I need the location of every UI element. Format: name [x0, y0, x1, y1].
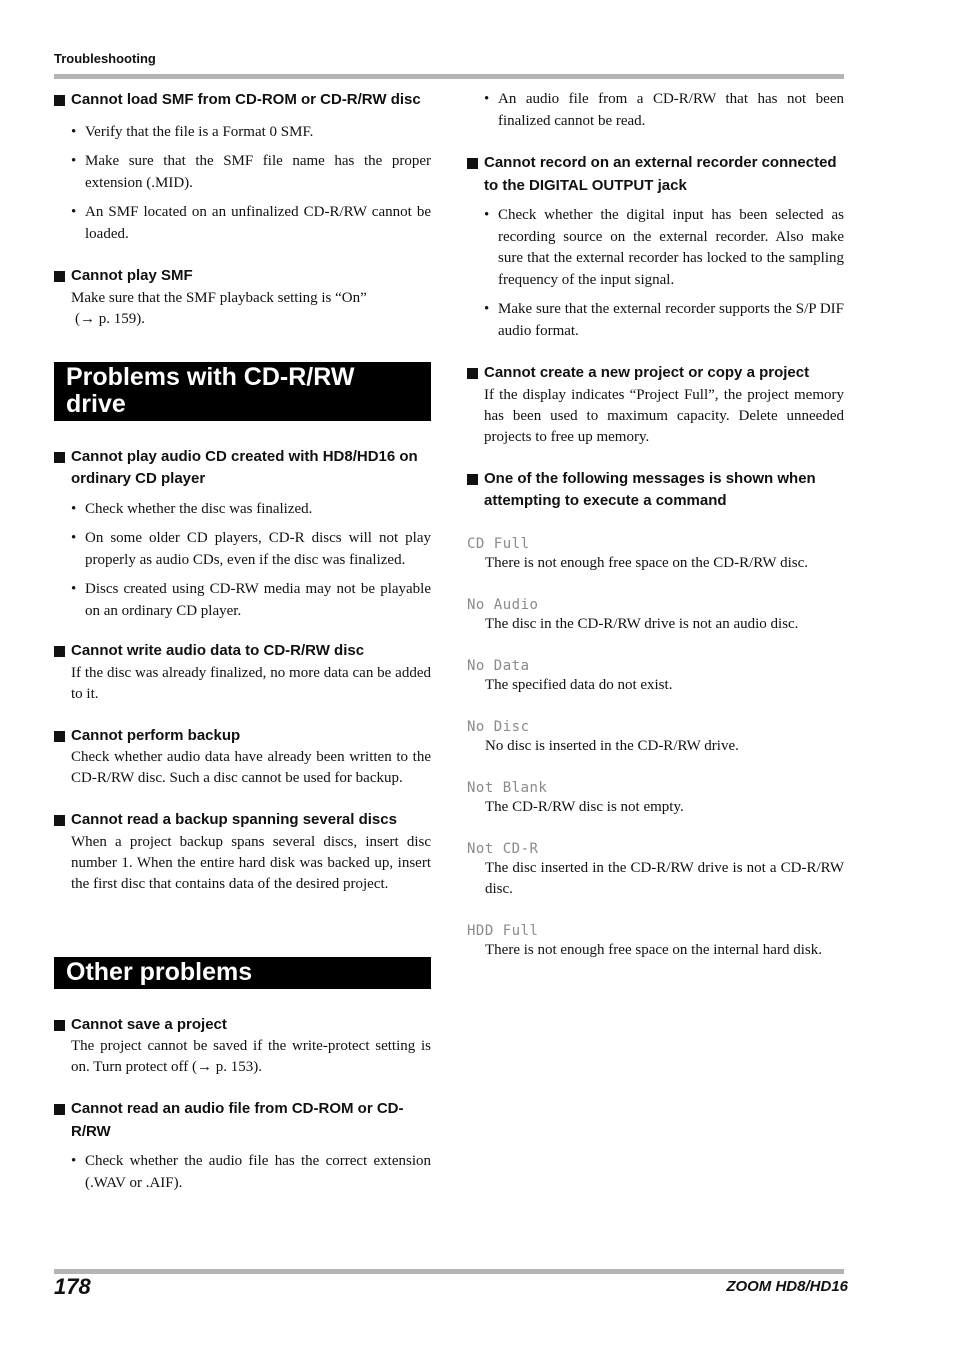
read-audio-list-cont: [467, 89, 844, 132]
square-bullet-icon: [54, 815, 65, 826]
read-audio-heading: Cannot read an audio file from CD-ROM or CD-R/RW: [54, 1098, 431, 1143]
message-description: There is not enough free space on the internal hard disk.: [485, 941, 822, 958]
backup-heading: Cannot perform backup: [54, 725, 431, 748]
write-audio-heading: Cannot write audio data to CD-R/RW disc: [54, 640, 431, 663]
product-name: ZOOM HD8/HD16: [726, 1278, 848, 1295]
square-bullet-icon: [54, 1020, 65, 1031]
read-audio-list: [54, 1151, 431, 1194]
external-recorder-list: [467, 205, 844, 342]
lcd-message-code: HDD Full: [467, 922, 539, 939]
lcd-message-code: No Disc: [467, 718, 530, 735]
footer-rule: [54, 1269, 844, 1274]
external-recorder-heading: Cannot record on an external recorder connected to the DIGITAL OUTPUT jack: [467, 152, 844, 197]
square-bullet-icon: [467, 474, 478, 485]
play-smf-text: Make sure that the SMF playback setting is “On” (→ p. 159).: [71, 289, 367, 327]
message-entry: [467, 922, 844, 961]
header-rule: [54, 74, 844, 79]
section-title-other: Other problems: [54, 957, 431, 989]
play-smf-heading: Cannot play SMF: [54, 265, 431, 288]
save-project-text: The project cannot be saved if the write-protect setting is on. Turn protect off (→ p. 153).: [71, 1038, 431, 1075]
smf-cd-heading: Cannot load SMF from CD-ROM or CD-R/RW disc: [54, 89, 431, 112]
message-description: The specified data do not exist.: [485, 676, 673, 693]
lcd-message-code: Not CD-R: [467, 840, 539, 857]
audio-cd-list: [54, 499, 431, 623]
list-item: • On some older CD players, CD-R discs will not play properly as audio CDs, even if the disc was finalized.: [71, 530, 431, 568]
lcd-message-code: No Data: [467, 657, 530, 674]
square-bullet-icon: [54, 731, 65, 742]
square-bullet-icon: [54, 1104, 65, 1115]
message-entry: [467, 779, 844, 818]
audio-cd-heading: Cannot play audio CD created with HD8/HD16 on ordinary CD player: [54, 446, 431, 491]
square-bullet-icon: [54, 95, 65, 106]
list-item: • Make sure that the SMF file name has the proper extension (.MID).: [71, 153, 431, 191]
left-column: [54, 89, 431, 1194]
create-project-heading: Cannot create a new project or copy a project: [467, 362, 844, 385]
backup-text: Check whether audio data have already been written to the CD-R/RW disc. Such a disc cannot be used for backup.: [71, 749, 431, 786]
messages-heading: One of the following messages is shown when attempting to execute a command: [467, 468, 844, 513]
lcd-message-code: No Audio: [467, 596, 539, 613]
lcd-message-code: CD Full: [467, 535, 530, 552]
spanning-text: When a project backup spans several discs, insert disc number 1. When the entire hard disk was backed up, insert the first disc that contains data of the desired project.: [71, 833, 431, 892]
message-description: No disc is inserted in the CD-R/RW drive.: [485, 737, 739, 754]
square-bullet-icon: [467, 368, 478, 379]
message-description: The disc in the CD-R/RW drive is not an audio disc.: [485, 615, 799, 632]
page-number: 178: [54, 1274, 91, 1299]
message-description: The CD-R/RW disc is not empty.: [485, 798, 684, 815]
square-bullet-icon: [54, 646, 65, 657]
message-entry: [467, 535, 844, 574]
list-item: • Verify that the file is a Format 0 SMF.: [71, 123, 314, 140]
right-column: [467, 89, 844, 961]
message-entry: [467, 718, 844, 757]
message-entry: [467, 840, 844, 900]
list-item: • An SMF located on an unfinalized CD-R/RW cannot be loaded.: [71, 204, 431, 242]
list-item: • Check whether the audio file has the correct extension (.WAV or .AIF).: [71, 1153, 431, 1191]
list-item: • Make sure that the external recorder supports the S/P DIF audio format.: [484, 301, 844, 339]
list-item: • Discs created using CD-RW media may not be playable on an ordinary CD player.: [71, 581, 431, 619]
section-title-cdrw: Problems with CD-R/RW drive: [54, 362, 431, 421]
message-entry: [467, 657, 844, 696]
message-description: There is not enough free space on the CD-R/RW disc.: [485, 554, 808, 571]
message-entry: [467, 596, 844, 635]
square-bullet-icon: [467, 158, 478, 169]
list-item: • Check whether the disc was finalized.: [71, 500, 313, 517]
create-project-text: If the display indicates “Project Full”, the project memory has been used to maximum capacity. Delete unneeded projects to free up memory.: [484, 386, 844, 445]
lcd-message-code: Not Blank: [467, 779, 548, 796]
list-item: • Check whether the digital input has been selected as recording source on the external recorder. Also make sure that the external recorder has locked to the sampling frequency of the input signal.: [484, 207, 844, 288]
write-audio-text: If the disc was already finalized, no more data can be added to it.: [71, 664, 431, 702]
spanning-heading: Cannot read a backup spanning several discs: [54, 809, 431, 832]
smf-cd-list: [54, 122, 431, 246]
save-project-heading: Cannot save a project: [54, 1014, 431, 1037]
list-item: • An audio file from a CD-R/RW that has not been finalized cannot be read.: [484, 91, 844, 129]
square-bullet-icon: [54, 452, 65, 463]
running-header: Troubleshooting: [54, 51, 156, 66]
message-description: The disc inserted in the CD-R/RW drive is not a CD-R/RW disc.: [485, 859, 844, 897]
square-bullet-icon: [54, 271, 65, 282]
